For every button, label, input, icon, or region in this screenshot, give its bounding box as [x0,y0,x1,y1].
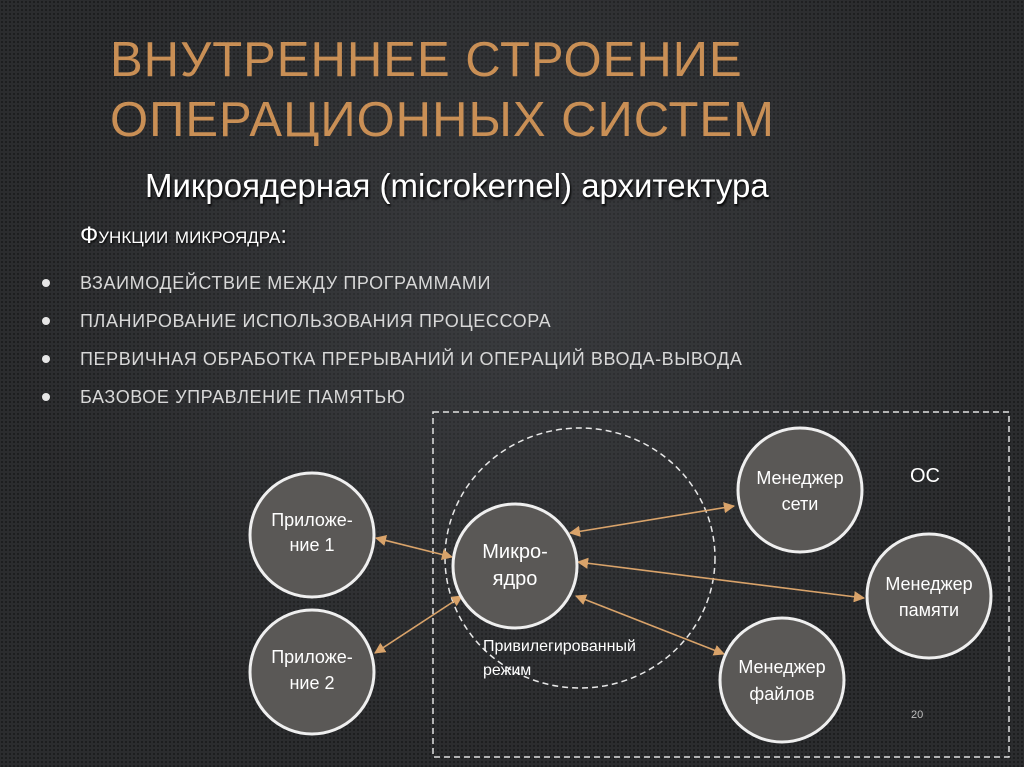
node-app1 [250,473,374,597]
edge-app1-microkernel [376,538,452,557]
node-file-manager-line-1: Менеджер [738,657,826,677]
node-app2-line-1: Приложе- [271,647,353,667]
node-microkernel-line-1: Микро- [482,541,548,563]
node-net-manager-line-1: Менеджер [756,468,844,488]
node-file-manager [720,618,844,742]
list-item: ПЕРВИЧНАЯ ОБРАБОТКА ПРЕРЫВАНИЙ И ОПЕРАЦИЙ ВВОДА-ВЫВОДА [42,340,742,378]
node-mem-manager [867,534,991,658]
node-app2 [250,610,374,734]
functions-heading: Функции микроядра: [80,222,288,249]
os-label: ОС [910,465,940,487]
node-microkernel [453,504,577,628]
node-net-manager-line-2: сети [781,494,819,514]
privileged-label-line-2: режим [483,662,532,679]
node-app1-line-2: ние 1 [289,535,335,555]
node-microkernel-line-2: ядро [492,568,538,590]
node-mem-manager-line-1: Менеджер [885,574,973,594]
list-item: ПЛАНИРОВАНИЕ ИСПОЛЬЗОВАНИЯ ПРОЦЕССОРА [42,302,742,340]
title-line-2: ОПЕРАЦИОННЫХ СИСТЕМ [110,93,775,147]
node-mem-manager-line-2: памяти [898,600,960,620]
edge-app2-microkernel [375,596,462,653]
node-app1-line-1: Приложе- [271,510,353,530]
page-number: 20 [911,709,924,721]
slide-subtitle: Микроядерная (microkernel) архитектура [145,167,769,204]
privileged-label-line-1: Привилегированный [483,638,636,655]
node-app2-line-2: ние 2 [289,673,335,693]
edge-microkernel-mem-manager [578,562,864,598]
title-line-1: ВНУТРЕННЕЕ СТРОЕНИЕ [110,33,743,87]
list-item: БАЗОВОЕ УПРАВЛЕНИЕ ПАМЯТЬЮ [42,378,742,416]
node-file-manager-line-2: файлов [749,684,815,704]
list-item: ВЗАИМОДЕЙСТВИЕ МЕЖДУ ПРОГРАММАМИ [42,264,742,302]
node-net-manager [738,428,862,552]
